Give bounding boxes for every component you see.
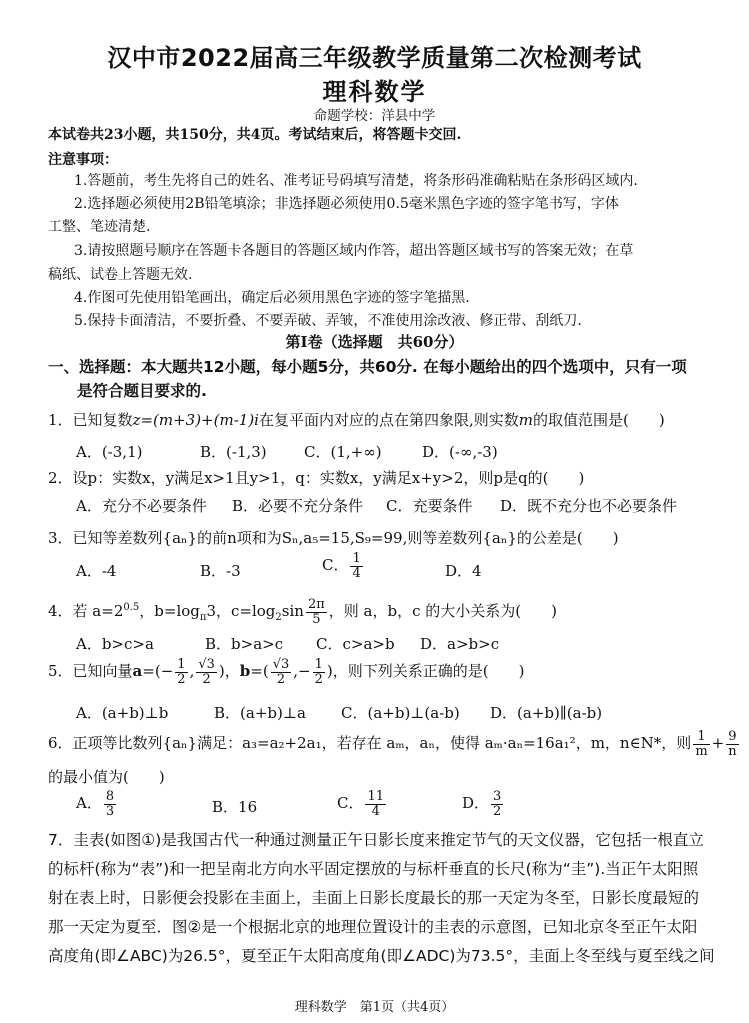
q5-frac-4 <box>313 658 325 686</box>
q5-vector-b: b <box>239 662 251 681</box>
q4-fraction <box>306 598 327 626</box>
q5-frac-1 <box>175 658 187 686</box>
q6-c-label: C． <box>337 794 364 813</box>
q5-f4-num: 1 <box>314 657 323 672</box>
q5-comma1: , <box>189 662 195 681</box>
q5-eq2: =( <box>250 662 269 681</box>
q5-comma2: ,− <box>293 662 311 681</box>
q4-option-a: A．b>c>a <box>76 635 154 653</box>
q6-frac-2 <box>726 730 738 758</box>
q6-d-num: 3 <box>493 789 502 804</box>
q1-option-d: D．(-∞,-3) <box>422 443 498 461</box>
question-6-stem-cont: 的最小值为( ) <box>48 768 165 786</box>
q6-option-a <box>76 790 118 818</box>
notice-item-4: 4.作图可先使用铅笔画出，确定后必须用黑色字迹的签字笔描黑. <box>74 290 470 306</box>
question-2-stem: 2．设p：实数x，y满足x>1且y>1，q：实数x，y满足x+y>2，则p是q的( ) <box>48 469 585 487</box>
q6-option-d <box>462 790 505 818</box>
q4-sub-pi: π <box>199 612 207 624</box>
question-4-stem <box>48 598 557 626</box>
q6-a-den: 3 <box>105 803 115 819</box>
q1-var: m <box>518 411 533 429</box>
q4-option-c: C．c>a>b <box>316 635 395 653</box>
question-7-line-2: 的标杆(称为“表”)和一把呈南北方向水平固定摆放的与标杆垂直的长尺(称为“圭”).当正午太阳照 <box>48 860 699 878</box>
q3-c-den: 4 <box>352 565 361 581</box>
q2-option-a: A．充分不必要条件 <box>76 497 207 515</box>
q6-f1-num: 1 <box>693 730 709 745</box>
q1-text-a: 1．已知复数 <box>48 411 133 429</box>
q2-option-d: D．既不充分也不必要条件 <box>500 497 678 515</box>
q1-option-b: B．(-1,3) <box>200 443 267 461</box>
q6-f2-den: n <box>728 743 737 759</box>
section1-heading: 一、选择题：本大题共12小题，每小题5分，共60分. 在每小题给出的四个选项中，只有一项 <box>48 358 687 376</box>
question-3-stem: 3．已知等差数列{aₙ}的前n项和为Sₙ,a₅=15,S₉=99,则等差数列{aₙ}的公差是( ) <box>48 529 619 547</box>
q6-f2-num: 9 <box>726 730 738 745</box>
q6-c-num: 11 <box>367 789 385 804</box>
q3-option-c <box>322 552 365 580</box>
q6-d-label: D． <box>462 794 490 813</box>
notice-item-3-cont: 稿纸、试卷上答题无效. <box>48 267 193 283</box>
q4-frac-num: 2π <box>307 597 325 612</box>
question-7-line-1: 7．圭表(如图①)是我国古代一种通过测量正午日影长度来推定节气的天文仪器，它包括一根直立 <box>48 831 704 849</box>
q6-option-c <box>337 790 388 818</box>
q5-f4-den: 2 <box>314 671 323 687</box>
question-6-stem <box>48 730 741 758</box>
q1-option-a: A．(-3,1) <box>76 443 143 461</box>
setter-school: 命题学校：洋县中学 <box>313 108 436 124</box>
q5-f2-den: 2 <box>202 671 211 687</box>
q3-c-label: C． <box>322 556 349 575</box>
q1-text-e: 的取值范围是( ) <box>532 411 665 429</box>
q1-text-c: 在复平面内对应的点在第四象限,则实数 <box>258 411 519 429</box>
q6-a-label: A． <box>76 794 102 813</box>
q6-d-den: 2 <box>493 803 502 819</box>
q4-text-b: ，b=log <box>139 602 200 621</box>
notice-item-3: 3.请按照题号顺序在答题卡各题目的答题区域内作答，超出答题区域书写的答案无效；在草 <box>74 243 634 259</box>
q2-option-c: C．充要条件 <box>386 497 473 515</box>
q3-option-b: B．-3 <box>200 562 241 580</box>
q5-f2-num: √3 <box>198 657 215 672</box>
q2-option-b: B．必要不充分条件 <box>232 497 364 515</box>
q5-text-a: 5．已知向量 <box>48 662 133 681</box>
q5-f1-den: 2 <box>177 671 186 687</box>
q5-f3-den: 2 <box>276 671 286 687</box>
q5-option-d: D．(a+b)∥(a-b) <box>490 704 603 722</box>
q3-c-fraction <box>350 552 362 580</box>
q1-option-c: C．(1,+∞) <box>304 443 382 461</box>
q6-text-a: 6．正项等比数列{aₙ}满足：a₃=a₂+2a₁，若存在 aₘ，aₙ，使得 aₘ·aₙ=16a₁²，m，n∈N*，则 <box>48 734 692 753</box>
q5-f1-num: 1 <box>177 657 186 672</box>
q5-frac-2 <box>196 658 217 686</box>
q5-option-a: A．(a+b)⊥b <box>76 704 169 722</box>
page-footer: 理科数学 第1页（共4页） <box>294 1000 455 1015</box>
q4-exp: 0.5 <box>123 602 140 614</box>
q5-option-c: C．(a+b)⊥(a-b) <box>341 704 460 722</box>
q5-vector-a: a <box>132 662 143 681</box>
q4-sub-2: 2 <box>275 612 282 624</box>
notice-item-2: 2.选择题必须使用2B铅笔填涂；非选择题必须使用0.5毫米黑色字迹的签字笔书写，字体 <box>74 196 619 212</box>
q6-frac-1 <box>693 730 709 758</box>
question-7-line-5: 高度角(即∠ABC)为26.5°，夏至正午太阳高度角(即∠ADC)为73.5°，圭面上冬至线与夏至线之间 <box>48 947 715 965</box>
q3-option-d: D．4 <box>445 562 482 580</box>
q4-option-b: B．b>a>c <box>205 635 284 653</box>
q3-option-a: A．-4 <box>76 562 117 580</box>
q4-option-d: D．a>b>c <box>420 635 500 653</box>
question-5-stem <box>48 658 524 686</box>
question-7-line-4: 那一天定为夏至．图②是一个根据北京的地理位置设计的圭表的示意图，已知北京冬至正午太阳 <box>48 918 698 936</box>
q5-eq1: =(− <box>142 662 174 681</box>
part1-title: 第Ⅰ卷（选择题 共60分） <box>285 333 464 351</box>
q4-text-e: ，则 a，b，c 的大小关系为( ) <box>328 602 557 621</box>
q4-text-c: 3，c=log <box>206 602 276 621</box>
q4-sin: sin <box>281 602 304 621</box>
q6-f1-den: m <box>695 743 708 759</box>
exam-intro: 本试卷共23小题，共150分，共4页。考试结束后，将答题卡交回. <box>48 127 462 143</box>
notice-item-1: 1.答题前，考生先将自己的姓名、准考证号码填写清楚，将条形码准确粘贴在条形码区域内. <box>74 173 638 189</box>
q6-c-fraction <box>365 790 386 818</box>
exam-subject: 理科数学 <box>322 78 427 106</box>
q5-option-b: B．(a+b)⊥a <box>214 704 306 722</box>
q6-c-den: 4 <box>371 803 380 819</box>
q3-c-num: 1 <box>352 551 361 566</box>
q6-a-fraction <box>104 790 116 818</box>
q6-option-b: B．16 <box>212 798 258 816</box>
q4-text-a: 4．若 a=2 <box>48 602 124 621</box>
notice-item-2-cont: 工整、笔迹清楚. <box>48 219 151 235</box>
q5-close1: )， <box>218 662 240 681</box>
notice-item-5: 5.保持卡面清洁，不要折叠、不要弄破、弄皱，不准使用涂改液、修正带、刮纸刀. <box>74 313 582 329</box>
q1-formula: z=(m+3)+(m-1)i <box>132 411 259 429</box>
q5-text-end: )，则下列关系正确的是( ) <box>326 662 525 681</box>
q4-frac-den: 5 <box>312 611 321 627</box>
q6-d-fraction <box>491 790 503 818</box>
question-7-line-3: 射在表上时，日影便会投影在圭面上，圭面上日影长度最长的那一天定为冬至，日影长度最短的 <box>48 889 700 907</box>
q5-frac-3 <box>271 658 292 686</box>
section1-heading-cont: 是符合题目要求的. <box>77 382 207 400</box>
q6-plus: + <box>711 734 725 753</box>
q5-f3-num: √3 <box>272 657 290 672</box>
exam-title: 汉中市2022届高三年级教学质量第二次检测考试 <box>107 44 642 72</box>
question-1-stem <box>48 409 665 430</box>
q6-a-num: 8 <box>105 789 115 804</box>
notice-heading: 注意事项： <box>48 152 118 168</box>
